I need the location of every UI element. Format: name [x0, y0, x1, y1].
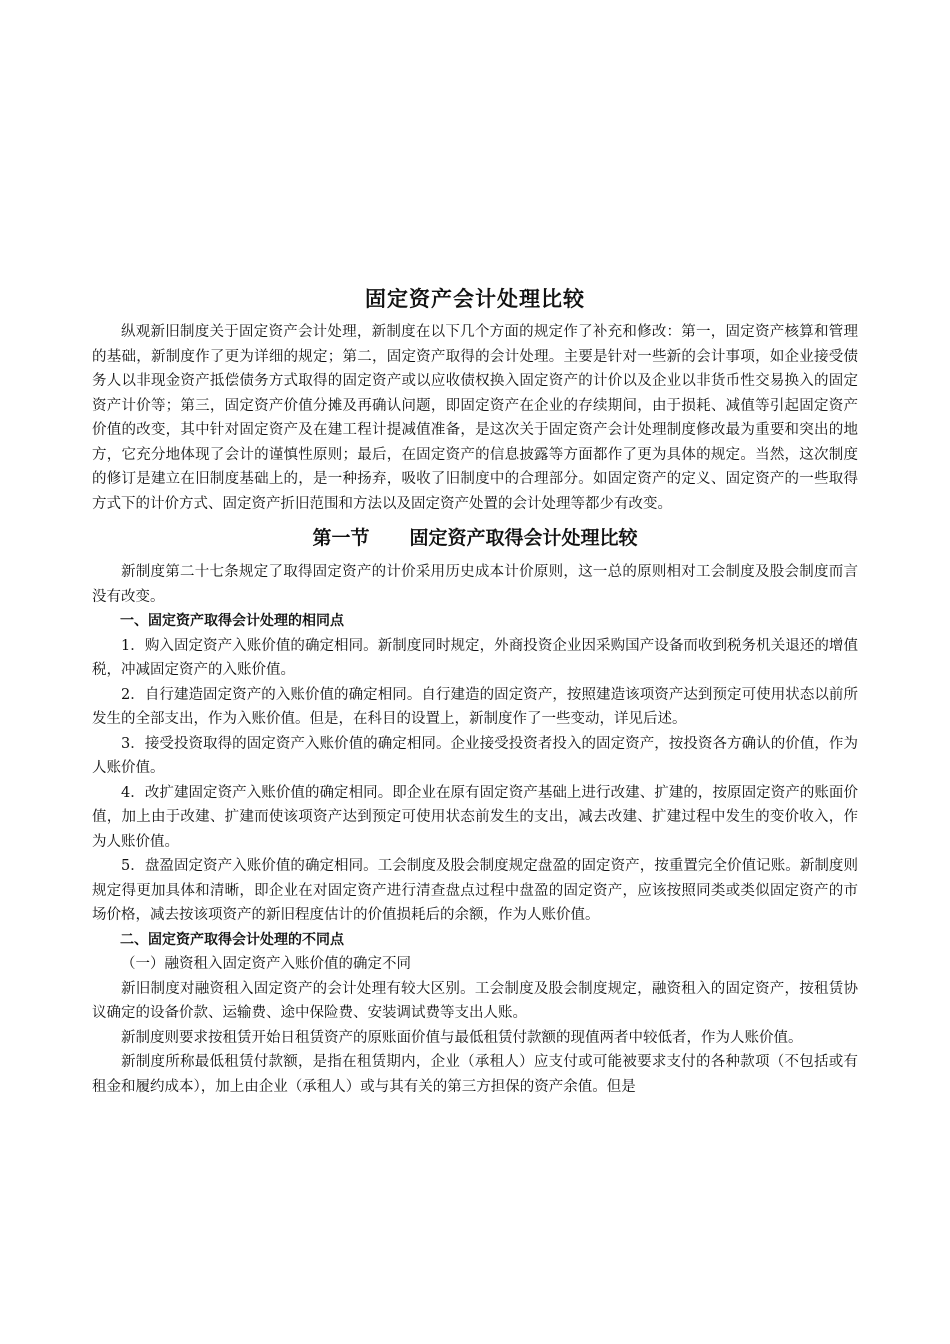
body-paragraph: 新制度则要求按租赁开始日租赁资产的原账面价值与最低租赁付款额的现值两者中较低者，作为人账价值。	[121, 1029, 803, 1046]
document-title: 固定资产会计处理比较	[365, 286, 585, 311]
subheading-differences: 二、固定资产取得会计处理的不同点	[120, 931, 344, 948]
section-title	[92, 522, 858, 554]
intro-paragraph: 纵观新旧制度关于固定资产会计处理，新制度在以下几个方面的规定作了补充和修改：第一，固定资产核算和管理的基础，新制度作了更为详细的规定；第二，固定资产取得的会计处理。主要是针对一些新的会计事项，如企业接受债务人以非现金资产抵偿债务方式取得的固定资产或以应收债权换入固定资产的计价以及企业以非货币性交易换入的固定资产计价等；第三，固定资产价值分摊及再确认问题，即固定资产在企业的存续期间，由于损耗、减值等引起固定资产价值的改变，其中针对固定资产及在建工程计提减值准备，是这次关于固定资产会计处理制度修改最为重要和突出的地方，它充分地体现了会计的谨慎性原则；最后，在固定资产的信息披露等方面都作了更为具体的规定。当然，这次制度的修订是建立在旧制度基础上的，是一种扬弃，吸收了旧制度中的合理部分。如固定资产的定义、固定资产的一些取得方式下的计价方式、固定资产折旧范围和方法以及固定资产处置的会计处理等都少有改变。	[92, 324, 858, 512]
sub-subheading: （一）融资租入固定资产入账价值的确定不同	[121, 956, 411, 972]
document-page	[92, 282, 858, 1099]
body-paragraph: 新旧制度对融资租入固定资产的会计处理有较大区别。工会制度及股会制度规定，融资租入的固定资产，按租赁协议确定的设备价款、运输费、途中保险费、安装调试费等支出人账。	[92, 980, 858, 1021]
subheading-similarities: 一、固定资产取得会计处理的相同点	[120, 613, 344, 629]
list-item: 2．自行建造固定资产的入账价值的确定相同。自行建造的固定资产，按照建造该项资产达到预定可使用状态以前所发生的全部支出，作为入账价值。但是，在科目的设置上，新制度作了一些变动，详见后述。	[92, 686, 858, 727]
list-item: 5．盘盈固定资产入账价值的确定相同。工会制度及股会制度规定盘盈的固定资产，按重置完全价值记账。新制度则规定得更加具体和清晰，即企业在对固定资产进行清查盘点过程中盘盈的固定资产，应该按照同类或类似固定资产的市场价格，减去按该项资产的新旧程度估计的价值损耗后的余额，作为人账价值。	[92, 858, 858, 923]
section-number: 第一节	[312, 527, 370, 549]
list-item: 1．购入固定资产入账价值的确定相同。新制度同时规定，外商投资企业因采购国产设备而收到税务机关退还的增值税，冲减固定资产的入账价值。	[92, 637, 858, 678]
body-paragraph: 新制度所称最低租赁付款额，是指在租赁期内，企业（承租人）应支付或可能被要求支付的各种款项（不包括或有租金和履约成本），加上由企业（承租人）或与其有关的第三方担保的资产余值。但是	[92, 1054, 858, 1095]
list-item: 4．改扩建固定资产入账价值的确定相同。即企业在原有固定资产基础上进行改建、扩建的，按原固定资产的账面价值，加上由于改建、扩建而使该项资产达到预定可使用状态前发生的支出，减去改建、扩建过程中发生的变价收入，作为人账价值。	[92, 784, 858, 850]
section-name: 固定资产取得会计处理比较	[409, 527, 638, 549]
section-paragraph: 新制度第二十七条规定了取得固定资产的计价采用历史成本计价原则，这一总的原则相对工会制度及股会制度而言没有改变。	[92, 564, 858, 605]
list-item: 3．接受投资取得的固定资产入账价值的确定相同。企业接受投资者投入的固定资产，按投资各方确认的价值，作为人账价值。	[92, 735, 858, 776]
